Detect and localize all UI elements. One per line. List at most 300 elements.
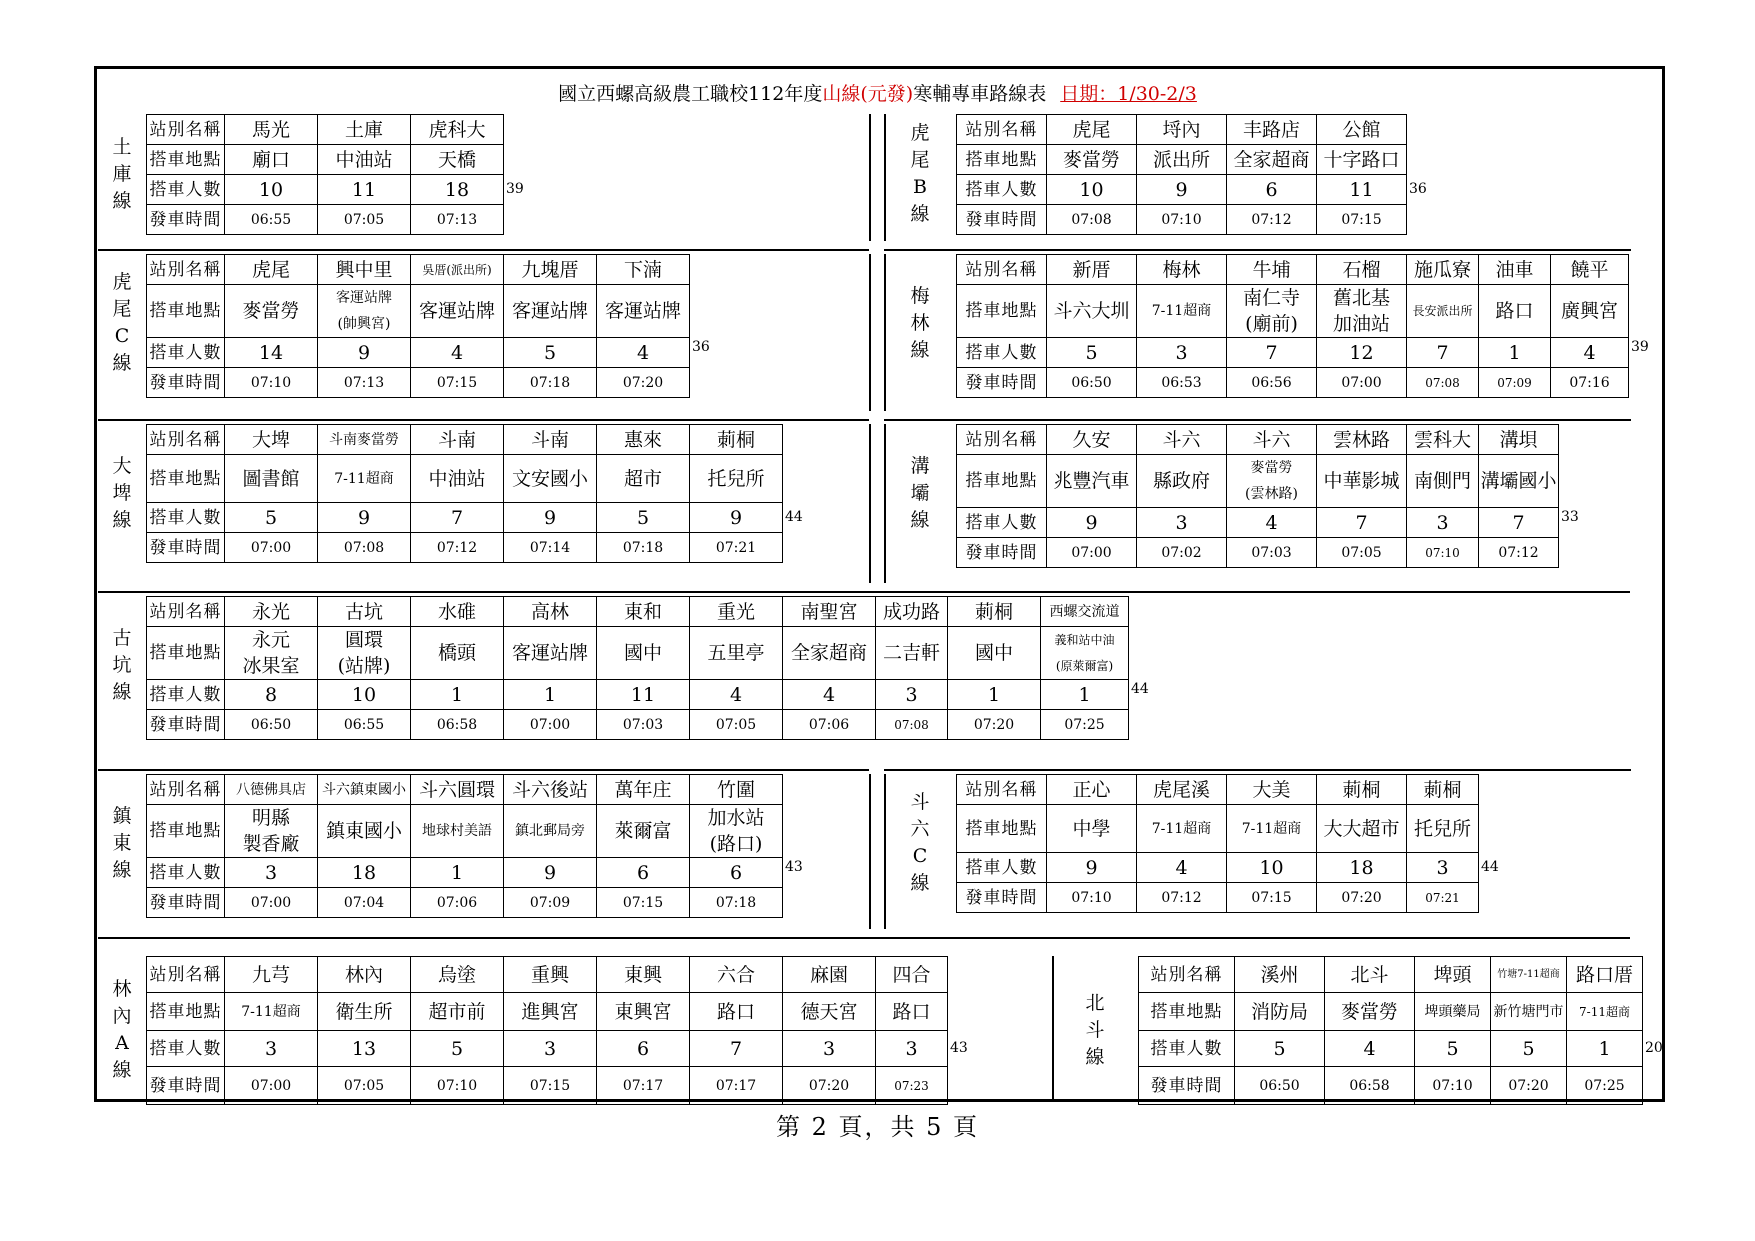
boarding-point: 新竹塘門市 xyxy=(1491,993,1567,1031)
station-name: 東和 xyxy=(597,597,690,627)
station-name: 烏塗 xyxy=(411,957,504,993)
boarding-point: 文安國小 xyxy=(504,455,597,503)
departure-time: 06:50 xyxy=(1047,368,1137,398)
table-row xyxy=(147,205,504,235)
departure-time: 07:04 xyxy=(318,888,411,918)
station-name: 永光 xyxy=(225,597,318,627)
station-name: 水碓 xyxy=(411,597,504,627)
line-total: 44 xyxy=(1481,859,1499,875)
boarding-point: 路口 xyxy=(690,993,783,1031)
row-label: 搭車地點 xyxy=(1139,993,1235,1031)
divider xyxy=(869,114,871,241)
passenger-count: 14 xyxy=(225,338,318,368)
boarding-point: 橋頭 xyxy=(411,627,504,680)
row-label: 發車時間 xyxy=(957,538,1047,568)
passenger-count: 3 xyxy=(876,680,948,710)
table-row xyxy=(1139,1067,1643,1105)
table-row xyxy=(957,175,1407,205)
page-footer: 第 2 頁，共 5 頁 xyxy=(775,1113,980,1141)
row-label: 搭車地點 xyxy=(147,285,225,338)
line-name: 大埤線 xyxy=(112,454,132,531)
station-name: 竹圍 xyxy=(690,775,783,805)
station-name: 牛埔 xyxy=(1227,255,1317,285)
row-label: 發車時間 xyxy=(1139,1067,1235,1105)
row-label: 站別名稱 xyxy=(147,425,225,455)
title-date: 日期：1/30-2/3 xyxy=(1060,83,1197,105)
row-label: 站別名稱 xyxy=(147,115,225,145)
boarding-point: 超市 xyxy=(597,455,690,503)
boarding-point: 天橋 xyxy=(411,145,504,175)
departure-time: 06:53 xyxy=(1137,368,1227,398)
boarding-point: 長安派出所 xyxy=(1407,285,1479,338)
line-total: 33 xyxy=(1561,509,1579,525)
row-label: 搭車人數 xyxy=(957,175,1047,205)
line-total: 43 xyxy=(785,859,803,875)
boarding-point: 衛生所 xyxy=(318,993,411,1031)
boarding-point: 客運站牌 xyxy=(411,285,504,338)
table-row xyxy=(147,993,948,1031)
table-row xyxy=(957,775,1479,805)
table-row xyxy=(147,1031,948,1067)
passenger-count: 4 xyxy=(1325,1031,1415,1067)
boarding-point: 消防局 xyxy=(1235,993,1325,1031)
row-label: 搭車人數 xyxy=(957,338,1047,368)
route-table xyxy=(956,774,1479,913)
row-label: 搭車人數 xyxy=(147,680,225,710)
departure-time: 07:13 xyxy=(411,205,504,235)
station-name: 斗六圓環 xyxy=(411,775,504,805)
station-name: 溝垻 xyxy=(1479,425,1559,455)
departure-time: 07:00 xyxy=(225,1067,318,1105)
table-row xyxy=(147,533,783,563)
table-row xyxy=(957,508,1559,538)
passenger-count: 6 xyxy=(690,858,783,888)
row-label: 發車時間 xyxy=(147,888,225,918)
boarding-point: 全家超商 xyxy=(1227,145,1317,175)
departure-time: 07:18 xyxy=(690,888,783,918)
departure-time: 07:16 xyxy=(1551,368,1629,398)
boarding-point: 溝壩國小 xyxy=(1479,455,1559,508)
route-table xyxy=(1138,956,1643,1105)
passenger-count: 11 xyxy=(318,175,411,205)
table-row xyxy=(957,338,1629,368)
departure-time: 07:00 xyxy=(225,533,318,563)
line-name: 梅林線 xyxy=(910,284,930,361)
table-row xyxy=(957,145,1407,175)
route-table xyxy=(146,774,783,918)
table-row xyxy=(147,255,690,285)
departure-time: 07:08 xyxy=(1047,205,1137,235)
row-label: 搭車人數 xyxy=(147,858,225,888)
table-row xyxy=(957,538,1559,568)
line-total: 44 xyxy=(1131,681,1149,697)
boarding-point: 東興宮 xyxy=(597,993,690,1031)
table-row xyxy=(957,853,1479,883)
departure-time: 07:09 xyxy=(1479,368,1551,398)
station-name: 東興 xyxy=(597,957,690,993)
departure-time: 06:58 xyxy=(411,710,504,740)
table-row xyxy=(1139,993,1643,1031)
line-total: 39 xyxy=(506,181,524,197)
departure-time: 07:18 xyxy=(504,368,597,398)
departure-time: 07:15 xyxy=(1317,205,1407,235)
departure-time: 07:06 xyxy=(783,710,876,740)
departure-time: 07:17 xyxy=(597,1067,690,1105)
passenger-count: 3 xyxy=(1137,338,1227,368)
boarding-point: 德天宮 xyxy=(783,993,876,1031)
departure-time: 07:15 xyxy=(411,368,504,398)
boarding-point: 麥當勞 (雲林路) xyxy=(1227,455,1317,508)
station-name: 大埤 xyxy=(225,425,318,455)
passenger-count: 1 xyxy=(411,858,504,888)
departure-time: 06:50 xyxy=(1235,1067,1325,1105)
passenger-count: 1 xyxy=(504,680,597,710)
table-row xyxy=(147,338,690,368)
boarding-point: 客運站牌 (帥興宮) xyxy=(318,285,411,338)
passenger-count: 5 xyxy=(1415,1031,1491,1067)
boarding-point: 地球村美語 xyxy=(411,805,504,858)
station-name: 路口厝 xyxy=(1567,957,1643,993)
departure-time: 07:09 xyxy=(504,888,597,918)
departure-time: 07:00 xyxy=(504,710,597,740)
boarding-point: 7-11超商 xyxy=(1567,993,1643,1031)
departure-time: 07:20 xyxy=(783,1067,876,1105)
row-label: 發車時間 xyxy=(147,368,225,398)
line-name: 北斗線 xyxy=(1085,991,1105,1068)
departure-time: 07:10 xyxy=(1047,883,1137,913)
route-table xyxy=(956,424,1559,568)
passenger-count: 1 xyxy=(1041,680,1129,710)
station-name: 油車 xyxy=(1479,255,1551,285)
boarding-point: 麥當勞 xyxy=(1047,145,1137,175)
departure-time: 07:14 xyxy=(504,533,597,563)
line-total: 44 xyxy=(785,509,803,525)
passenger-count: 3 xyxy=(876,1031,948,1067)
station-name: 南聖宮 xyxy=(783,597,876,627)
boarding-point: 圖書館 xyxy=(225,455,318,503)
station-name: 斗六 xyxy=(1137,425,1227,455)
row-label: 搭車人數 xyxy=(147,338,225,368)
departure-time: 06:50 xyxy=(225,710,318,740)
divider xyxy=(884,774,886,929)
station-name: 四合 xyxy=(876,957,948,993)
row-label: 搭車地點 xyxy=(957,285,1047,338)
table-row xyxy=(147,775,783,805)
station-name: 雲科大 xyxy=(1407,425,1479,455)
station-name: 斗南 xyxy=(411,425,504,455)
station-name: 公館 xyxy=(1317,115,1407,145)
departure-time: 07:05 xyxy=(1317,538,1407,568)
station-name: 久安 xyxy=(1047,425,1137,455)
divider xyxy=(869,254,871,411)
departure-time: 07:00 xyxy=(1317,368,1407,398)
departure-time: 07:10 xyxy=(411,1067,504,1105)
boarding-point: 客運站牌 xyxy=(597,285,690,338)
departure-time: 07:10 xyxy=(1407,538,1479,568)
route-table xyxy=(956,254,1629,398)
boarding-point: 7-11超商 xyxy=(318,455,411,503)
departure-time: 06:56 xyxy=(1227,368,1317,398)
passenger-count: 12 xyxy=(1317,338,1407,368)
row-label: 搭車人數 xyxy=(147,175,225,205)
boarding-point: 中油站 xyxy=(318,145,411,175)
passenger-count: 1 xyxy=(948,680,1041,710)
departure-time: 06:58 xyxy=(1325,1067,1415,1105)
boarding-point: 舊北基 加油站 xyxy=(1317,285,1407,338)
table-row xyxy=(147,368,690,398)
passenger-count: 6 xyxy=(597,858,690,888)
row-label: 搭車地點 xyxy=(147,455,225,503)
passenger-count: 4 xyxy=(783,680,876,710)
row-label: 搭車地點 xyxy=(147,145,225,175)
divider xyxy=(884,769,1631,771)
departure-time: 07:20 xyxy=(1491,1067,1567,1105)
boarding-point: 全家超商 xyxy=(783,627,876,680)
boarding-point: 路口 xyxy=(876,993,948,1031)
departure-time: 07:21 xyxy=(690,533,783,563)
station-name: 六合 xyxy=(690,957,783,993)
boarding-point: 萊爾富 xyxy=(597,805,690,858)
boarding-point: 進興宮 xyxy=(504,993,597,1031)
passenger-count: 5 xyxy=(1235,1031,1325,1067)
boarding-point: 南側門 xyxy=(1407,455,1479,508)
departure-time: 07:15 xyxy=(1227,883,1317,913)
passenger-count: 3 xyxy=(1407,853,1479,883)
row-label: 搭車地點 xyxy=(147,805,225,858)
station-name: 虎尾 xyxy=(1047,115,1137,145)
departure-time: 07:12 xyxy=(411,533,504,563)
table-row xyxy=(957,425,1559,455)
row-label: 發車時間 xyxy=(147,205,225,235)
row-label: 發車時間 xyxy=(147,710,225,740)
passenger-count: 9 xyxy=(1047,508,1137,538)
station-name: 北斗 xyxy=(1325,957,1415,993)
table-row xyxy=(147,888,783,918)
departure-time: 07:13 xyxy=(318,368,411,398)
departure-time: 07:10 xyxy=(1415,1067,1491,1105)
table-row xyxy=(147,175,504,205)
station-name: 成功路 xyxy=(876,597,948,627)
passenger-count: 6 xyxy=(1227,175,1317,205)
departure-time: 07:10 xyxy=(225,368,318,398)
station-name: 梅林 xyxy=(1137,255,1227,285)
line-name: 鎮東線 xyxy=(112,804,132,881)
passenger-count: 9 xyxy=(1047,853,1137,883)
divider xyxy=(869,424,871,583)
station-name: 施瓜寮 xyxy=(1407,255,1479,285)
station-name: 下湳 xyxy=(597,255,690,285)
boarding-point: 廣興宮 xyxy=(1551,285,1629,338)
boarding-point: 7-11超商 xyxy=(1227,805,1317,853)
passenger-count: 3 xyxy=(1407,508,1479,538)
boarding-point: 路口 xyxy=(1479,285,1551,338)
title-suffix: 寒輔專車路線表 xyxy=(913,83,1047,105)
boarding-point: 7-11超商 xyxy=(225,993,318,1031)
passenger-count: 7 xyxy=(411,503,504,533)
line-total: 36 xyxy=(1409,181,1427,197)
line-total: 36 xyxy=(692,339,710,355)
table-row xyxy=(957,455,1559,508)
table-row xyxy=(957,255,1629,285)
row-label: 站別名稱 xyxy=(147,255,225,285)
departure-time: 06:55 xyxy=(225,205,318,235)
station-name: 饒平 xyxy=(1551,255,1629,285)
departure-time: 07:15 xyxy=(597,888,690,918)
departure-time: 07:15 xyxy=(504,1067,597,1105)
boarding-point: 派出所 xyxy=(1137,145,1227,175)
row-label: 站別名稱 xyxy=(147,775,225,805)
passenger-count: 18 xyxy=(318,858,411,888)
station-name: 竹塘7-11超商 xyxy=(1491,957,1567,993)
boarding-point: 麥當勞 xyxy=(225,285,318,338)
passenger-count: 1 xyxy=(411,680,504,710)
table-row xyxy=(957,115,1407,145)
table-row xyxy=(147,503,783,533)
boarding-point: 南仁寺 (廟前) xyxy=(1227,285,1317,338)
station-name: 重光 xyxy=(690,597,783,627)
station-name: 麻園 xyxy=(783,957,876,993)
passenger-count: 9 xyxy=(318,503,411,533)
station-name: 新厝 xyxy=(1047,255,1137,285)
passenger-count: 4 xyxy=(411,338,504,368)
passenger-count: 9 xyxy=(318,338,411,368)
row-label: 搭車人數 xyxy=(957,508,1047,538)
passenger-count: 3 xyxy=(225,858,318,888)
departure-time: 07:20 xyxy=(597,368,690,398)
passenger-count: 5 xyxy=(597,503,690,533)
table-row xyxy=(147,680,1129,710)
station-name: 斗六後站 xyxy=(504,775,597,805)
line-name: 斗六C線 xyxy=(910,791,930,894)
station-name: 雲林路 xyxy=(1317,425,1407,455)
boarding-point: 鎮東國小 xyxy=(318,805,411,858)
divider xyxy=(98,249,869,251)
station-name: 莿桐 xyxy=(690,425,783,455)
passenger-count: 7 xyxy=(1317,508,1407,538)
divider xyxy=(98,591,1630,593)
row-label: 站別名稱 xyxy=(957,775,1047,805)
passenger-count: 3 xyxy=(783,1031,876,1067)
station-name: 萬年庄 xyxy=(597,775,690,805)
line-name: 土庫線 xyxy=(112,135,132,212)
station-name: 虎科大 xyxy=(411,115,504,145)
boarding-point: 中華影城 xyxy=(1317,455,1407,508)
departure-time: 07:05 xyxy=(690,710,783,740)
passenger-count: 4 xyxy=(1227,508,1317,538)
station-name: 大美 xyxy=(1227,775,1317,805)
passenger-count: 10 xyxy=(1047,175,1137,205)
table-row xyxy=(1139,1031,1643,1067)
boarding-point: 五里亭 xyxy=(690,627,783,680)
departure-time: 07:00 xyxy=(1047,538,1137,568)
station-name: 八德佛具店 xyxy=(225,775,318,805)
passenger-count: 7 xyxy=(1479,508,1559,538)
station-name: 西螺交流道 xyxy=(1041,597,1129,627)
passenger-count: 11 xyxy=(597,680,690,710)
table-row xyxy=(1139,957,1643,993)
boarding-point: 永元 冰果室 xyxy=(225,627,318,680)
divider xyxy=(98,769,869,771)
passenger-count: 10 xyxy=(225,175,318,205)
passenger-count: 9 xyxy=(690,503,783,533)
departure-time: 07:08 xyxy=(876,710,948,740)
page-title xyxy=(0,82,1755,106)
passenger-count: 1 xyxy=(1479,338,1551,368)
station-name: 虎尾溪 xyxy=(1137,775,1227,805)
table-row xyxy=(147,858,783,888)
table-row xyxy=(957,883,1479,913)
station-name: 林內 xyxy=(318,957,411,993)
passenger-count: 4 xyxy=(1551,338,1629,368)
passenger-count: 5 xyxy=(225,503,318,533)
passenger-count: 9 xyxy=(504,858,597,888)
passenger-count: 5 xyxy=(1047,338,1137,368)
boarding-point: 國中 xyxy=(948,627,1041,680)
boarding-point: 客運站牌 xyxy=(504,627,597,680)
line-name: 虎尾C線 xyxy=(112,271,132,374)
table-row xyxy=(957,205,1407,235)
departure-time: 07:20 xyxy=(948,710,1041,740)
route-table xyxy=(956,114,1407,235)
departure-time: 07:02 xyxy=(1137,538,1227,568)
departure-time: 06:55 xyxy=(318,710,411,740)
departure-time: 07:25 xyxy=(1567,1067,1643,1105)
boarding-point: 埤頭藥局 xyxy=(1415,993,1491,1031)
station-name: 虎尾 xyxy=(225,255,318,285)
departure-time: 07:05 xyxy=(318,205,411,235)
boarding-point: 二吉軒 xyxy=(876,627,948,680)
table-row xyxy=(147,627,1129,680)
departure-time: 07:21 xyxy=(1407,883,1479,913)
passenger-count: 10 xyxy=(318,680,411,710)
divider xyxy=(884,114,886,241)
divider xyxy=(884,424,886,583)
boarding-point: 縣政府 xyxy=(1137,455,1227,508)
row-label: 搭車人數 xyxy=(957,853,1047,883)
boarding-point: 超市前 xyxy=(411,993,504,1031)
line-total: 43 xyxy=(950,1040,968,1056)
station-name: 九芎 xyxy=(225,957,318,993)
boarding-point: 托兒所 xyxy=(690,455,783,503)
row-label: 發車時間 xyxy=(147,1067,225,1105)
row-label: 站別名稱 xyxy=(957,255,1047,285)
station-name: 吳厝(派出所) xyxy=(411,255,504,285)
passenger-count: 13 xyxy=(318,1031,411,1067)
divider xyxy=(884,249,1631,251)
passenger-count: 3 xyxy=(1137,508,1227,538)
station-name: 正心 xyxy=(1047,775,1137,805)
divider xyxy=(1052,956,1054,1100)
station-name: 石榴 xyxy=(1317,255,1407,285)
passenger-count: 4 xyxy=(1137,853,1227,883)
passenger-count: 9 xyxy=(1137,175,1227,205)
row-label: 發車時間 xyxy=(957,368,1047,398)
title-route: 山線(元發) xyxy=(822,83,914,105)
boarding-point: 客運站牌 xyxy=(504,285,597,338)
row-label: 站別名稱 xyxy=(957,425,1047,455)
row-label: 發車時間 xyxy=(957,205,1047,235)
station-name: 古坑 xyxy=(318,597,411,627)
station-name: 九塊厝 xyxy=(504,255,597,285)
boarding-point: 國中 xyxy=(597,627,690,680)
boarding-point: 7-11超商 xyxy=(1137,285,1227,338)
departure-time: 07:23 xyxy=(876,1067,948,1105)
station-name: 高林 xyxy=(504,597,597,627)
row-label: 站別名稱 xyxy=(147,957,225,993)
boarding-point: 十字路口 xyxy=(1317,145,1407,175)
station-name: 丰路店 xyxy=(1227,115,1317,145)
station-name: 土庫 xyxy=(318,115,411,145)
